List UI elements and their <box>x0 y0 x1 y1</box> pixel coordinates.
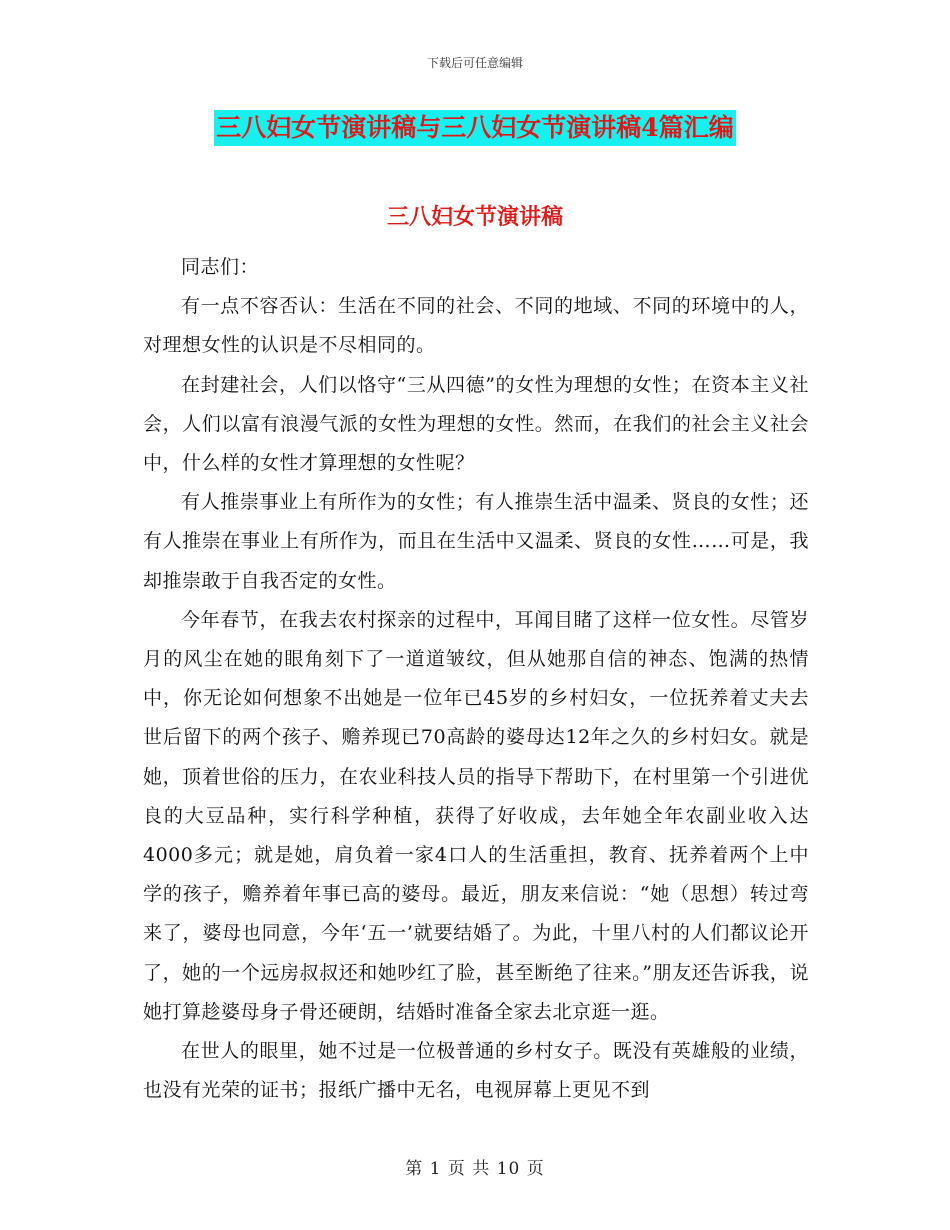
page-header-note: 下载后可任意编辑 <box>426 56 523 70</box>
paragraph: 今年春节，在我去农村探亲的过程中，耳闻目睹了这样一位女性。尽管岁月的风尘在她的眼角刻下了一道道皱纹，但从她那自信的神态、饱满的热情中，你无论如何想象不出她是一位年已45岁的乡村妇女，一位抚养着丈夫去世后留下的两个孩子、赡养现已70高龄的婆母达12年之久的乡村妇女。就是她，顶着世俗的压力，在农业科技人员的指导下帮助下，在村里第一个引进优良的大豆品种，实行科学种植，获得了好收成，去年她全年农副业收入达4000多元；就是她，肩负着一家4口人的生活重担，教育、抚养着两个上中学的孩子，赡养着年事已高的婆母。最近，朋友来信说：“她（思想）转过弯来了，婆母也同意，今年‘五一’就要结婚了。为此，十里八村的人们都议论开了，她的一个远房叔叔还和她吵红了脸，甚至断绝了往来。”朋友还告诉我，说她打算趁婆母身子骨还硬朗，结婚时准备全家去北京逛一逛。 <box>143 608 809 1023</box>
paragraph: 在世人的眼里，她不过是一位极普通的乡村女子。既没有英雄般的业绩，也没有光荣的证书；报纸广播中无名，电视屏幕上更见不到 <box>143 1040 809 1102</box>
paragraph: 在封建社会，人们以恪守“三从四德”的女性为理想的女性；在资本主义社会，人们以富有浪漫气派的女性为理想的女性。然而，在我们的社会主义社会中，什么样的女性才算理想的女性呢？ <box>143 373 809 475</box>
page-number-footer: 第 1 页 共 10 页 <box>405 1159 545 1179</box>
section-title: 三八妇女节演讲稿 <box>386 204 563 230</box>
paragraph: 有一点不容否认：生活在不同的社会、不同的地域、不同的环境中的人，对理想女性的认识是不尽相同的。 <box>143 295 809 357</box>
main-title: 三八妇女节演讲稿与三八妇女节演讲稿4篇汇编 <box>214 110 735 146</box>
document-body <box>143 248 809 1110</box>
paragraph: 有人推崇事业上有所作为的女性；有人推崇生活中温柔、贤良的女性；还有人推崇在事业上有所作为，而且在生活中又温柔、贤良的女性……可是，我却推崇敢于自我否定的女性。 <box>143 491 809 592</box>
main-title-container <box>0 110 950 146</box>
paragraph-greeting: 同志们： <box>181 256 260 278</box>
